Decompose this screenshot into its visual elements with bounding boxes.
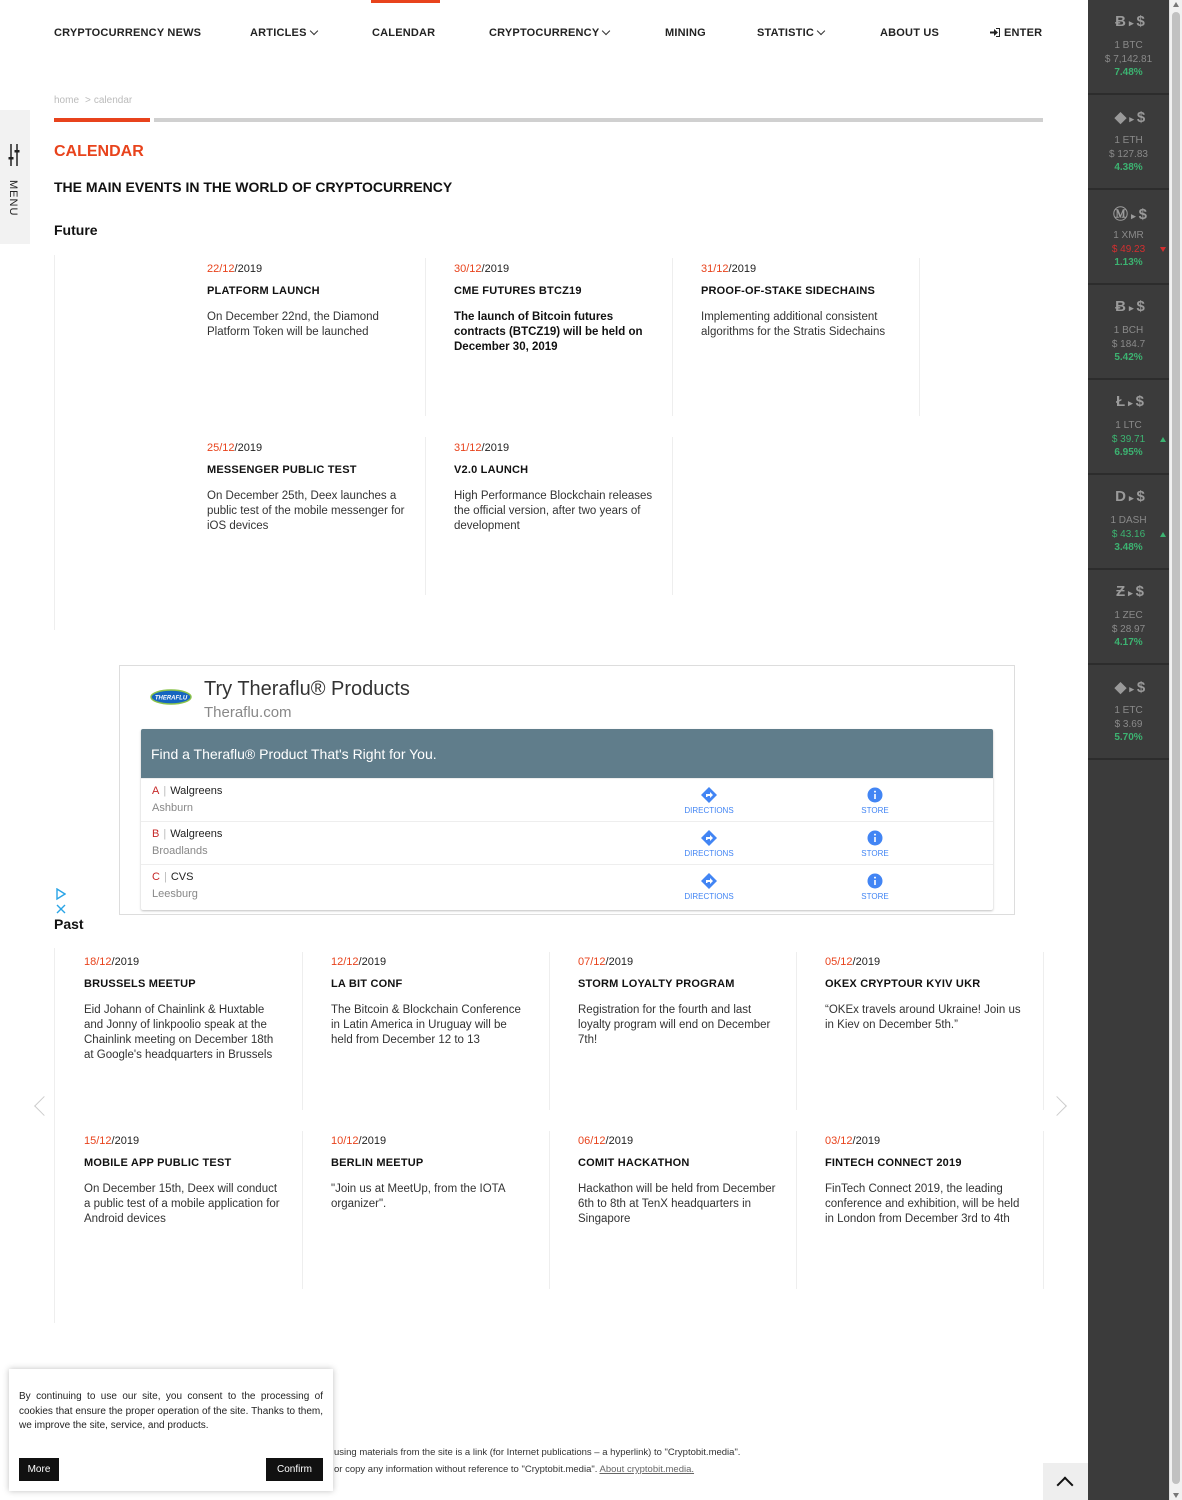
breadcrumb [54,95,132,106]
event-day-month: 30/12 [454,263,482,275]
coin-amount: 1 BCH [1113,325,1144,336]
event-card[interactable] [84,956,284,1063]
page-subtitle: THE MAIN EVENTS IN THE WORLD OF CRYPTOCURRENCY [54,179,453,195]
store-row[interactable] [141,778,993,821]
directions-button[interactable] [674,787,744,815]
directions-label: DIRECTIONS [684,806,734,815]
coin-pair-icon [1110,678,1150,696]
divider [54,255,55,630]
event-card[interactable] [578,1135,778,1227]
event-date [454,263,654,275]
event-date [825,1135,1025,1147]
event-day-month: 18/12 [84,956,112,968]
dollar-icon: $ [1135,393,1145,410]
nav-item-label: ARTICLES [250,27,307,39]
coin-icon: ◆ [1114,109,1127,126]
sliders-icon [8,144,20,166]
divider [302,1131,303,1289]
store-button[interactable] [840,873,910,901]
arrow-right-icon: ▸ [1128,18,1134,28]
chevron-down-icon [602,27,610,35]
divider [919,258,920,416]
nav-item-statistic[interactable] [757,27,824,39]
info-icon [867,830,883,846]
event-card[interactable] [331,1135,531,1212]
coin-amount: 1 ETH [1114,135,1143,146]
event-card[interactable] [207,442,407,534]
event-description: On December 15th, Deex will conduct a public test of a mobile application for Android devices [84,1183,280,1225]
coin-change-percent: 5.70% [1114,732,1143,743]
nav-item-label: ABOUT US [880,27,940,39]
event-description: Hackathon will be held from December 6th to 8th at TenX headquarters in Singapore [578,1183,776,1225]
coin-pair-icon [1110,393,1150,411]
ad-banner[interactable]: Find a Theraflu® Product That's Right for You. [141,729,993,778]
coin-icon: Ⓜ [1113,206,1129,223]
crypto-ticker-sidebar [1088,0,1169,1500]
carousel-next-arrow[interactable] [1047,1096,1067,1116]
event-date [578,956,778,968]
coin-change-percent: 7.48% [1114,67,1143,78]
event-description: On December 22nd, the Diamond Platform Token will be launched [207,311,379,338]
coin-price: $ 7,142.81 [1104,54,1153,65]
nav-item-mining[interactable] [665,27,706,39]
event-year: /2019 [358,1135,387,1147]
footer-text: or copy any information without reference to "Cryptobit.media". [334,1464,598,1475]
coin-icon: Ƀ [1115,13,1126,30]
nav-item-cryptocurrency-news[interactable] [54,27,201,39]
coin-pair-icon [1110,583,1150,601]
coin-pair-icon [1110,298,1150,316]
event-card[interactable] [454,442,654,534]
ticker-coin[interactable] [1088,570,1169,665]
future-heading: Future [54,222,98,238]
event-description: On December 25th, Deex launches a public test of the mobile messenger for iOS devices [207,490,405,532]
event-description: “OKEx travels around Ukraine! Join us in Kiev on December 5th.” [825,1004,1021,1031]
nav-item-label: STATISTIC [757,27,814,39]
event-title: MESSENGER PUBLIC TEST [207,464,357,476]
cookie-banner [9,1369,333,1491]
separator: | [163,871,167,883]
ad-domain[interactable]: Theraflu.com [204,704,292,721]
event-year: /2019 [605,956,634,968]
divider [154,118,1043,122]
coin-amount: 1 DASH [1110,515,1147,526]
divider [672,258,673,416]
event-description: Implementing additional consistent algorithms for the Stratis Sidechains [701,311,886,338]
event-year: /2019 [852,1135,881,1147]
trend-up-icon [1160,437,1166,442]
store-city: Broadlands [152,845,208,857]
event-year: /2019 [605,1135,634,1147]
event-title: MOBILE APP PUBLIC TEST [84,1157,232,1169]
coin-pair-icon [1110,488,1150,506]
event-day-month: 25/12 [207,442,235,454]
event-day-month: 07/12 [578,956,606,968]
ticker-coin[interactable] [1088,475,1169,570]
store-locator [141,729,993,910]
coin-change-percent: 6.95% [1114,447,1143,458]
divider [425,437,426,595]
directions-icon [701,830,717,846]
event-title: V2.0 LAUNCH [454,464,529,476]
event-card[interactable] [701,263,901,340]
event-card[interactable] [825,1135,1025,1227]
event-description: The Bitcoin & Blockchain Conference in Latin America in Uruguay will be held from December 12 to 13 [331,1004,521,1046]
ticker-coin[interactable] [1088,380,1169,475]
event-card[interactable] [825,956,1025,1033]
event-description: "Join us at MeetUp, from the IOTA organizer". [331,1183,505,1210]
store-city: Ashburn [152,802,193,814]
store-name: Walgreens [170,828,223,840]
event-date [578,1135,778,1147]
store-label: STORE [861,849,889,858]
nav-active-indicator [371,0,440,3]
about-link[interactable]: About cryptobit.media. [599,1464,695,1475]
coin-amount: 1 ZEC [1114,610,1143,621]
breadcrumb-separator: > [85,95,91,106]
ticker-coin[interactable] [1088,95,1169,190]
info-icon [867,873,883,889]
event-year: /2019 [852,956,881,968]
store-row[interactable] [141,821,993,864]
info-icon [867,787,883,803]
coin-change-percent: 5.42% [1114,352,1143,363]
scroll-up-arrow[interactable] [1173,2,1179,7]
coin-pair-icon [1110,108,1150,126]
coin-icon: D [1115,488,1126,505]
event-card[interactable] [454,263,654,355]
arrow-right-icon: ▸ [1128,303,1134,313]
divider [796,952,797,1110]
event-day-month: 10/12 [331,1135,359,1147]
dollar-icon: $ [1136,679,1146,696]
nav-item-label: MINING [665,27,706,39]
store-letter: A [152,785,160,797]
dollar-icon: $ [1138,206,1147,223]
event-day-month: 31/12 [701,263,729,275]
breadcrumb-current: calendar [93,95,133,106]
nav-item-label: CALENDAR [372,27,436,39]
store-row[interactable] [141,864,993,907]
event-day-month: 12/12 [331,956,359,968]
store-label [152,828,222,840]
coin-amount: 1 LTC [1115,420,1142,431]
event-day-month: 15/12 [84,1135,112,1147]
arrow-right-icon: ▸ [1131,211,1136,221]
event-date [207,442,407,454]
divider [425,258,426,416]
event-card[interactable] [84,1135,284,1227]
coin-price: $ 3.69 [1114,719,1143,730]
store-name: CVS [170,871,194,883]
event-date [701,263,901,275]
store-button[interactable] [840,787,910,815]
event-title: BERLIN MEETUP [331,1157,424,1169]
scroll-down-arrow[interactable] [1173,1493,1179,1498]
chevron-up-icon [1057,1477,1074,1494]
event-year: /2019 [481,263,510,275]
store-label: STORE [861,806,889,815]
title-accent-bar [54,118,150,122]
event-title: STORM LOYALTY PROGRAM [578,978,735,990]
coin-icon: ◆ [1114,679,1127,696]
dollar-icon: $ [1136,13,1145,30]
sign-in-icon [990,28,1000,37]
store-name: Walgreens [170,785,223,797]
event-title: BRUSSELS MEETUP [84,978,196,990]
scrollbar[interactable] [1169,0,1182,1500]
divider [1043,952,1044,1110]
ticker-coin[interactable] [1088,190,1169,285]
event-description: Eid Johann of Chainlink & Huxtable and Jonny of linkpoolio speak at the Chainlink meeting on December 18th at Google's headquarters in Brussels [84,1004,274,1061]
arrow-right-icon: ▸ [1129,114,1134,124]
event-card[interactable] [207,263,407,340]
event-day-month: 05/12 [825,956,853,968]
arrow-right-icon: ▸ [1129,684,1134,694]
coin-change-percent: 4.38% [1114,162,1143,173]
arrow-right-icon: ▸ [1128,398,1133,408]
dollar-icon: $ [1135,583,1145,600]
coin-amount: 1 BTC [1114,40,1143,51]
cookie-text: By continuing to use our site, you consent to the processing of cookies that ensure the proper operation of the site. Thanks to them, we improve the site, service, and products. [19,1391,323,1431]
divider [54,948,55,1323]
ticker-coin[interactable] [1088,665,1169,760]
coin-amount: 1 ETC [1114,705,1143,716]
scroll-to-top-button[interactable] [1043,1463,1088,1500]
coin-price: $ 184.7 [1111,339,1146,350]
chevron-down-icon [309,27,317,35]
store-letter: C [152,871,160,883]
event-title: OKEX CRYPTOUR KYIV UKR [825,978,981,990]
event-title: PROOF-OF-STAKE SIDECHAINS [701,285,876,297]
directions-button[interactable] [674,873,744,901]
directions-button[interactable] [674,830,744,858]
chevron-down-icon [817,27,825,35]
page-title: CALENDAR [54,143,144,160]
coin-price: $ 43.16 [1111,529,1146,540]
event-description: FinTech Connect 2019, the leading conference and exhibition, will be held in London from December 3rd to 4th [825,1183,1020,1225]
event-title: LA BIT CONF [331,978,403,990]
event-year: /2019 [481,442,510,454]
nav-item-calendar[interactable] [372,27,435,39]
directions-icon [701,873,717,889]
event-description: High Performance Blockchain releases the official version, after two years of development [454,490,653,532]
event-year: /2019 [358,956,387,968]
dollar-icon: $ [1136,488,1145,505]
event-description: Registration for the fourth and last loyalty program will end on December 7th! [578,1004,771,1046]
store-label [152,785,222,797]
directions-icon [701,787,717,803]
nav-item-label: CRYPTOCURRENCY NEWS [54,27,202,39]
divider [672,437,673,595]
event-title: PLATFORM LAUNCH [207,285,320,297]
coin-pair-icon [1110,203,1150,221]
event-date [331,1135,531,1147]
event-date [207,263,407,275]
divider [549,1131,550,1289]
ticker-coin[interactable] [1088,285,1169,380]
logo-text: THERAFLU [154,695,188,702]
trend-down-icon [1160,247,1166,252]
event-date [331,956,531,968]
coin-icon: Ł [1115,393,1126,410]
event-date [84,956,284,968]
coin-price: $ 127.83 [1109,149,1148,160]
ad-title[interactable]: Try Theraflu® Products [204,678,410,700]
event-card[interactable] [578,956,778,1048]
event-title: COMIT HACKATHON [578,1157,690,1169]
footer-copyright-text [334,1464,694,1475]
adchoices-icon[interactable] [56,888,66,916]
coin-icon: Ƀ [1115,298,1126,315]
side-menu-toggle[interactable] [0,110,30,244]
event-date [84,1135,284,1147]
nav-item-about-us[interactable] [880,27,939,39]
coin-change-percent: 4.17% [1114,637,1143,648]
coin-price: $ 39.71 [1111,434,1146,445]
coin-price: $ 28.97 [1111,624,1146,635]
divider [549,952,550,1110]
carousel-prev-arrow[interactable] [34,1096,54,1116]
enter-label: ENTER [1004,27,1043,39]
past-heading: Past [54,916,84,932]
arrow-right-icon: ▸ [1128,588,1133,598]
coin-icon: Ƶ [1115,583,1126,600]
event-description: The launch of Bitcoin futures contracts (BTCZ19) will be held on December 30, 2019 [454,311,643,353]
scrollbar-thumb[interactable] [1172,12,1180,1484]
event-year: /2019 [234,442,263,454]
event-title: CME FUTURES BTCZ19 [454,285,582,297]
coin-change-percent: 3.48% [1114,542,1143,553]
event-year: /2019 [728,263,757,275]
breadcrumb-home-link[interactable]: home [54,95,80,106]
directions-label: DIRECTIONS [684,849,734,858]
trend-up-icon [1160,532,1166,537]
event-title: FINTECH CONNECT 2019 [825,1157,962,1169]
event-date [454,442,654,454]
arrow-right-icon: ▸ [1128,493,1134,503]
event-day-month: 03/12 [825,1135,853,1147]
dollar-icon: $ [1136,109,1146,126]
separator: | [163,785,167,797]
coin-pair-icon [1110,13,1150,31]
event-day-month: 06/12 [578,1135,606,1147]
coin-price: $ 49.23 [1111,244,1146,255]
event-year: /2019 [111,1135,140,1147]
nav-item-articles[interactable] [250,27,317,39]
ticker-coin[interactable] [1088,0,1169,95]
advertisement[interactable] [119,665,1015,915]
cookie-confirm-button[interactable]: Confirm [266,1458,323,1481]
store-letter: B [152,828,160,840]
coin-change-percent: 1.13% [1114,257,1143,268]
cookie-more-button[interactable]: More [19,1458,59,1481]
enter-button[interactable] [990,27,1042,39]
event-year: /2019 [111,956,140,968]
divider [302,952,303,1110]
nav-item-label: CRYPTOCURRENCY [489,27,600,39]
directions-label: DIRECTIONS [684,892,734,901]
top-navigation [0,0,1088,70]
store-label: STORE [861,892,889,901]
store-city: Leesburg [152,888,198,900]
event-date [825,956,1025,968]
event-year: /2019 [234,263,263,275]
dollar-icon: $ [1136,298,1145,315]
event-card[interactable] [331,956,531,1048]
event-day-month: 22/12 [207,263,235,275]
event-day-month: 31/12 [454,442,482,454]
theraflu-logo [150,688,192,706]
nav-item-cryptocurrency[interactable] [489,27,609,39]
divider [1043,1131,1044,1289]
footer-copyright-text: using materials from the site is a link (for Internet publications – a hyperlink) to "Cryptobit.media". [334,1447,741,1458]
store-label [152,871,193,883]
separator: | [163,828,167,840]
side-menu-label: MENU [7,180,19,217]
coin-amount: 1 XMR [1113,230,1144,241]
divider [796,1131,797,1289]
store-button[interactable] [840,830,910,858]
